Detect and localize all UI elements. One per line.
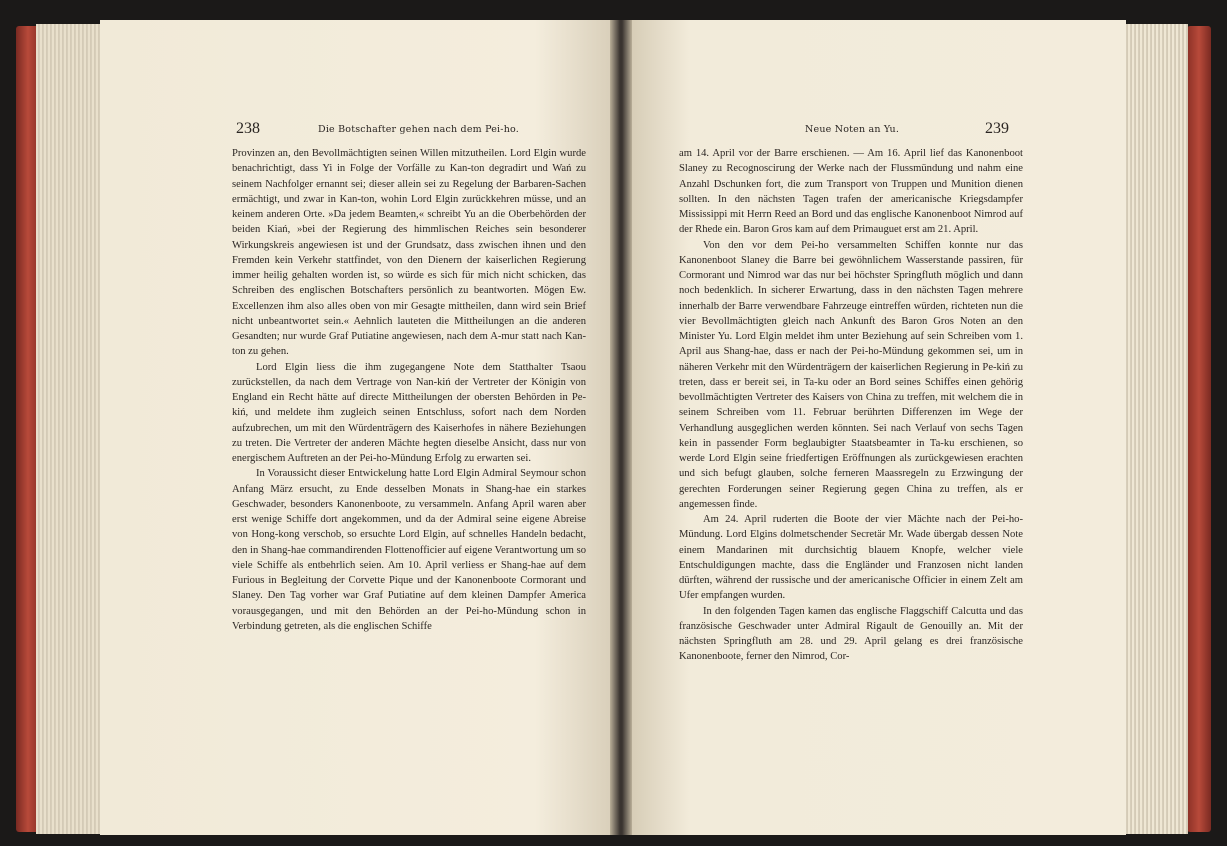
- left-paragraph-2: Lord Elgin liess die ihm zugegangene Note dem Statthalter Tsaou zurückstellen, da nach dem Vertrage von Nan-kiń der Vertreter der Königin von England ein Recht hätte auf directe Mittheilungen der obersten Behörden in Pe-kiń, und meldete ihm zugleich seinen Entschluss, sofort nach dem Norden aufzubrechen, um mit den Würdenträgern des Kaiserhofes in nähere Beziehungen zu treten. Die Vertreter der anderen Mächte hegten dieselbe Ansicht, dass nur von energischem Auftreten an der Pei-ho-Mündung Erfolg zu erwarten sei.: [232, 361, 586, 464]
- left-page-body: [232, 146, 586, 634]
- book-gutter: [610, 20, 632, 835]
- right-paragraph-2: Von den vor dem Pei-ho versammelten Schiffen konnte nur das Kanonenboot Slaney die Barre bei gewöhnlichem Wasserstande passiren, für Cormorant und Nimrod war das nur bei höchster Springfluth möglich und dann noch bedenklich. In sicherer Erwartung, dass in den nächsten Tagen mehrere innerhalb der Barre verwendbare Fahrzeuge eintreffen würden, richteten nun die vier Bevollmächtigten gleich nach Ankunft des Baron Gros Noten an den Minister Yu. Lord Elgin meldet ihm unter Beziehung auf sein Schreiben vom 1. April aus Shang-hae, dass er nach der Pei-ho-Mündung gekommen sei, um in näheren Verkehr mit den Würdenträgern der kaiserlichen Regierung in Pe-kiń zu treten, dass er bereit sei, in Ta-ku oder an Bord seines Schiffes einen gehörig bevollmächtigten Vertreter des Kaisers von China zu treffen, mit welchem die in seinem Schreiben vom 11. Februar berührten Differenzen im Wege der Verhandlung ausgeglichen werden könnten. Sei nach Verlauf von sechs Tagen kein in passender Form beglaubigter Staatsbeamter in Ta-ku erschienen, so werde Lord Elgin seine friedfertigen Eröffnungen als zurückgewiesen erachten und sich befugt glauben, solche ferneren Maassregeln zu Erzwingung der gerechten Forderungen seiner Regierung gegen China zu treffen, als er angemessen finde.: [679, 239, 1023, 510]
- left-paragraph-1: Provinzen an, den Bevollmächtigten seinen Willen mitzutheilen. Lord Elgin wurde benachrichtigt, dass Yi in Folge der Vorfälle zu Kan-ton degradirt und Wań zu seinem Nachfolger ernannt sei; dieser allein sei zu Regelung der Barbaren-Sachen ermächtigt, und zwar in Kan-ton, wohin Lord Elgin zurückkehren müsse, und an keinem anderen Orte. »Da jedem Beamten,« schreibt Yu an die Oberbehörden der beiden Kiań, »bei der Regierung des himmlischen Reiches sein besonderer Wirkungskreis angewiesen ist und der Grundsatz, dass zwischen ihnen und den Fremden kein Verkehr stattfindet, von den Dienern der kaiserlichen Regierung immer heilig gehalten worden ist, so würde es sich für mich nicht schicken, das Schreiben des englischen Botschafters persönlich zu beantworten. Mögen Ew. Excellenzen ihm also alles oben von mir Gesagte mittheilen, dann wird sein Brief nicht unbeantwortet sein.« Aehnlich lauteten die Mittheilungen an die anderen Gesandten; nur wurde Graf Putiatine angewiesen, nach dem A-mur statt nach Kan-ton zu gehen.: [232, 148, 586, 358]
- left-paragraph-3: In Voraussicht dieser Entwickelung hatte Lord Elgin Admiral Seymour schon Anfang März ersucht, zu Ende desselben Monats in Shang-hae ein starkes Geschwader, besonders Kanonenboote, zu versammeln. Anfang April waren aber erst wenige Schiffe dort angekommen, und da der Admiral seine eigene Abreise von Hong-kong verschob, so ersuchte Lord Elgin, auf schnelles Handeln bedacht, den in Shang-hae commandirenden Flottenofficier auf eigene Verantwortung um so viele Schiffe als entbehrlich seien. Am 10. April verliess er Shang-hae auf dem Furious in Begleitung der Corvette Pique und der Kanonenboote Cormorant und Slaney. Den Tag vorher war Graf Putiatine auf dem kleinen Dampfer America vorausgegangen, und mit den Behörden an der Pei-ho-Mündung schon in Verbindung getreten, als die englischen Schiffe: [232, 468, 586, 632]
- left-running-head: Die Botschafter gehen nach dem Pei-ho.: [318, 124, 519, 135]
- left-page-number: 238: [236, 120, 260, 137]
- book-cover-right: [1187, 26, 1211, 832]
- right-page-body: [679, 146, 1023, 665]
- page-edges-right: [1124, 24, 1188, 834]
- right-running-head: Neue Noten an Yu.: [805, 124, 900, 135]
- right-paragraph-1: am 14. April vor der Barre erschienen. — Am 16. April lief das Kanonenboot Slaney zu Recognoscirung der Werke nach der Flussmündung und nahm eine Anzahl Dschunken fort, die zum Transport von Truppen und Munition dienen sollten. In den nächsten Tagen trafen der americanische Kriegsdampfer Mississippi mit Herrn Reed an Bord und das englische Kanonenboot Nimrod auf der Rhede ein. Baron Gros kam auf dem Primauguet erst am 21. April.: [679, 148, 1023, 236]
- right-page-number: 239: [985, 120, 1009, 137]
- right-paragraph-3: Am 24. April ruderten die Boote der vier Mächte nach der Pei-ho-Mündung. Lord Elgins dolmetschender Secretär Mr. Wade übergab dessen Note einem Mandarinen mit durchsichtig blauem Knopfe, welcher viele Entschuldigungen machte, dass die Engländer und Franzosen nicht landen dürften, während der russische und der americanische Officier in einem Zelt am Ufer empfangen wurden.: [679, 514, 1023, 602]
- page-edges-left: [36, 24, 102, 834]
- right-paragraph-4: In den folgenden Tagen kamen das englische Flaggschiff Calcutta und das französische Geschwader unter Admiral Rigault de Genouilly an. Mit der nächsten Springfluth am 28. und 29. April gelang es drei französische Kanonenboote, ferner den Nimrod, Cor-: [679, 605, 1023, 663]
